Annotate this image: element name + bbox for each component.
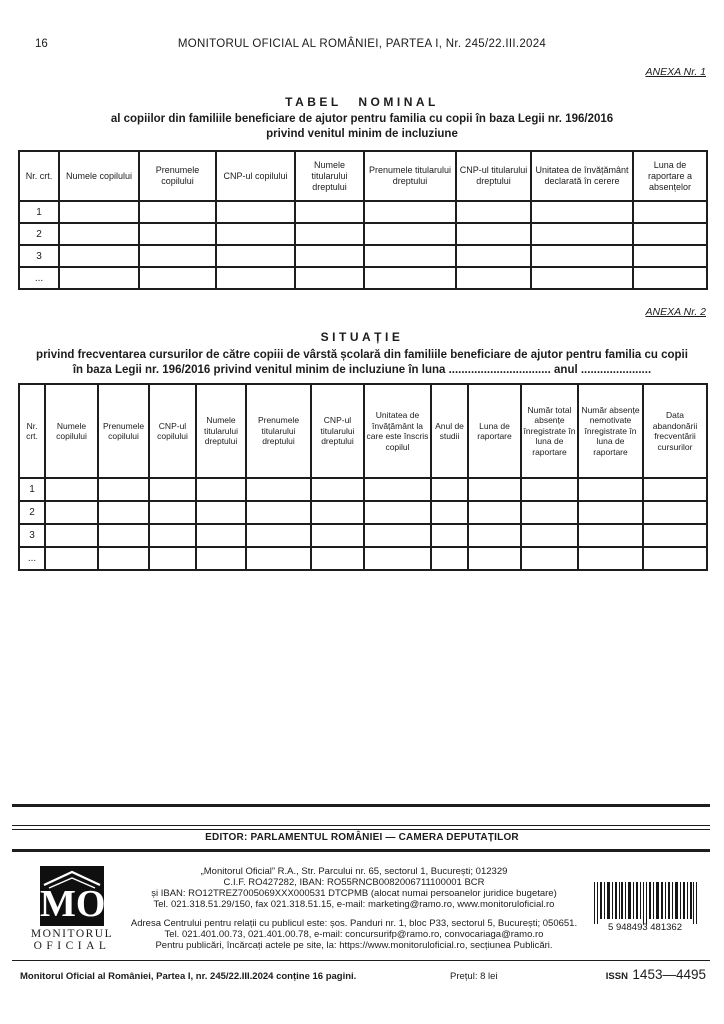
publisher-address <box>124 858 584 951</box>
table-row <box>19 501 707 524</box>
table-row <box>19 524 707 547</box>
empty-cell <box>578 478 643 501</box>
empty-cell <box>98 547 149 570</box>
column-header: Nr. crt. <box>19 384 45 478</box>
footer-rule-thick-bottom <box>12 849 710 852</box>
row-number-cell: 2 <box>19 501 45 524</box>
empty-cell <box>59 245 139 267</box>
empty-cell <box>149 478 196 501</box>
annex1-subtitle-line2: privind venitul minim de incluziune <box>266 128 458 140</box>
empty-cell <box>531 245 633 267</box>
column-header: CNP-ul titularului dreptului <box>311 384 364 478</box>
empty-cell <box>468 478 521 501</box>
empty-cell <box>216 223 295 245</box>
monitorul-oficial-logo <box>20 858 124 952</box>
empty-cell <box>149 524 196 547</box>
empty-cell <box>431 501 468 524</box>
empty-cell <box>633 267 707 289</box>
empty-cell <box>521 501 578 524</box>
column-header: CNP-ul copilului <box>216 151 295 201</box>
annex2-subtitle <box>6 348 718 378</box>
column-header: Prenumele titularului dreptului <box>364 151 456 201</box>
column-header: Prenumele copilului <box>98 384 149 478</box>
column-header: Numele copilului <box>59 151 139 201</box>
row-number-cell: 2 <box>19 223 59 245</box>
empty-cell <box>59 201 139 223</box>
empty-cell <box>45 501 98 524</box>
issn-label: ISSN <box>605 971 628 982</box>
column-header: Nr. crt. <box>19 151 59 201</box>
address-line: Adresa Centrului pentru relații cu publicul este: șos. Panduri nr. 1, bloc P33, sectorul 5, București; 050651. <box>130 918 578 929</box>
empty-cell <box>364 267 456 289</box>
empty-cell <box>246 547 311 570</box>
column-header: CNP-ul titularului dreptului <box>456 151 531 201</box>
header-row <box>19 384 707 478</box>
ean-barcode <box>584 858 706 937</box>
logo-square <box>40 866 104 926</box>
table-row <box>19 201 707 223</box>
empty-cell <box>364 223 456 245</box>
gazette-header-title: MONITORUL OFICIAL AL ROMÂNIEI, PARTEA I, Nr. 245/22.III.2024 <box>177 38 547 50</box>
situatie-table <box>18 383 708 571</box>
empty-cell <box>531 223 633 245</box>
column-header: Data abandonării frecventării cursurilor <box>643 384 707 478</box>
empty-cell <box>633 201 707 223</box>
empty-cell <box>431 547 468 570</box>
empty-cell <box>578 547 643 570</box>
empty-cell <box>59 223 139 245</box>
annex2-label: ANEXA Nr. 2 <box>645 306 706 318</box>
column-header: Unitatea de învățământ la care este înscris copilul <box>364 384 431 478</box>
empty-cell <box>578 524 643 547</box>
row-number-cell: ... <box>19 267 59 289</box>
empty-cell <box>149 501 196 524</box>
empty-cell <box>531 267 633 289</box>
footer-rule-thin <box>12 960 710 961</box>
empty-cell <box>98 524 149 547</box>
empty-cell <box>431 478 468 501</box>
column-header: Luna de raportare a absențelor <box>633 151 707 201</box>
empty-cell <box>578 501 643 524</box>
empty-cell <box>139 223 216 245</box>
empty-cell <box>468 547 521 570</box>
empty-cell <box>633 245 707 267</box>
empty-cell <box>643 501 707 524</box>
empty-cell <box>45 478 98 501</box>
editor-line: EDITOR: PARLAMENTUL ROMÂNIEI — CAMERA DEPUTAȚILOR <box>205 832 519 843</box>
empty-cell <box>456 201 531 223</box>
empty-cell <box>139 201 216 223</box>
empty-cell <box>364 201 456 223</box>
empty-cell <box>633 223 707 245</box>
empty-cell <box>246 524 311 547</box>
empty-cell <box>643 478 707 501</box>
tabel-nominal-table <box>18 150 708 290</box>
table-row <box>19 267 707 289</box>
ean-barcode-icon <box>591 880 699 932</box>
issn-value: 1453—4495 <box>632 967 706 982</box>
column-header: Număr absențe nemotivate înregistrate în luna de raportare <box>578 384 643 478</box>
empty-cell <box>364 478 431 501</box>
annex1-subtitle <box>6 112 718 142</box>
empty-cell <box>643 524 707 547</box>
empty-cell <box>364 524 431 547</box>
empty-cell <box>295 201 364 223</box>
empty-cell <box>295 223 364 245</box>
address-line: C.I.F. RO427282, IBAN: RO55RNCB0082006711100001 BCR <box>223 877 485 888</box>
empty-cell <box>196 478 246 501</box>
address-block-2 <box>124 918 584 951</box>
address-line: „Monitorul Oficial” R.A., Str. Parcului nr. 65, sectorul 1, București; 012329 <box>200 866 508 877</box>
table-row <box>19 245 707 267</box>
empty-cell <box>196 501 246 524</box>
row-number-cell: 1 <box>19 201 59 223</box>
empty-cell <box>139 267 216 289</box>
empty-cell <box>456 267 531 289</box>
empty-cell <box>468 524 521 547</box>
empty-cell <box>311 547 364 570</box>
column-header: Luna de raportare <box>468 384 521 478</box>
logo-mo-monogram: MO <box>40 883 106 925</box>
address-line: Tel. 021.318.51.29/150, fax 021.318.51.15, e-mail: marketing@ramo.ro, www.monitoruloficial.ro <box>153 899 555 910</box>
annex1-label: ANEXA Nr. 1 <box>645 66 706 78</box>
empty-cell <box>149 547 196 570</box>
column-header: Numele titularului dreptului <box>196 384 246 478</box>
issue-summary: Monitorul Oficial al României, Partea I, nr. 245/22.III.2024 conține 16 pagini. <box>20 971 357 982</box>
column-header: Unitatea de învățământ declarată în cerere <box>531 151 633 201</box>
empty-cell <box>98 478 149 501</box>
column-header: Numele copilului <box>45 384 98 478</box>
empty-cell <box>246 478 311 501</box>
annex2-title: SITUAȚIE <box>320 330 404 344</box>
running-head <box>0 38 724 54</box>
column-header: Număr total absențe înregistrate în luna de raportare <box>521 384 578 478</box>
footer-rule-double <box>12 825 710 830</box>
issn <box>570 966 706 984</box>
empty-cell <box>216 267 295 289</box>
column-header: Numele titularului dreptului <box>295 151 364 201</box>
row-number-cell: 3 <box>19 245 59 267</box>
column-header: Prenumele titularului dreptului <box>246 384 311 478</box>
column-header: CNP-ul copilului <box>149 384 196 478</box>
empty-cell <box>196 547 246 570</box>
table-row <box>19 478 707 501</box>
empty-cell <box>521 547 578 570</box>
empty-cell <box>531 201 633 223</box>
colophon-row <box>20 966 706 984</box>
price-label: Prețul: 8 lei <box>450 971 498 982</box>
empty-cell <box>196 524 246 547</box>
address-line: și IBAN: RO12TREZ7005069XXX000531 DTCPMB (alocat numai persoanelor juridice bugetare) <box>151 888 557 899</box>
column-header: Anul de studii <box>431 384 468 478</box>
empty-cell <box>521 524 578 547</box>
empty-cell <box>295 245 364 267</box>
empty-cell <box>246 501 311 524</box>
table-row <box>19 223 707 245</box>
empty-cell <box>364 501 431 524</box>
empty-cell <box>456 245 531 267</box>
empty-cell <box>216 201 295 223</box>
empty-cell <box>643 547 707 570</box>
empty-cell <box>45 547 98 570</box>
row-number-cell: ... <box>19 547 45 570</box>
row-number-cell: 1 <box>19 478 45 501</box>
empty-cell <box>468 501 521 524</box>
column-header: Prenumele copilului <box>139 151 216 201</box>
empty-cell <box>521 478 578 501</box>
empty-cell <box>45 524 98 547</box>
address-line: Pentru publicări, încărcați actele pe site, la: https://www.monitoruloficial.ro, secțiunea Publicări. <box>155 940 553 951</box>
empty-cell <box>295 267 364 289</box>
empty-cell <box>311 478 364 501</box>
logo-text-monitorul: MONITORUL <box>30 928 114 940</box>
logo-text-oficial: OFICIAL <box>33 940 111 952</box>
annex1-title: TABEL NOMINAL <box>285 95 439 109</box>
row-number-cell: 3 <box>19 524 45 547</box>
address-line: Tel. 021.401.00.73, 021.401.00.78, e-mail: concursurifp@ramo.ro, convocariaga@ramo.ro <box>164 929 544 940</box>
annex2-subtitle-line2: în baza Legii nr. 196/2016 privind venitul minim de incluziune în luna ................................ anul ...................... <box>72 364 652 376</box>
page-number: 16 <box>35 38 48 50</box>
empty-cell <box>59 267 139 289</box>
barcode-number: 5 948493 481362 <box>608 922 682 932</box>
empty-cell <box>311 501 364 524</box>
empty-cell <box>364 547 431 570</box>
address-block-1 <box>124 866 584 910</box>
footer-main <box>20 858 706 958</box>
header-row <box>19 151 707 201</box>
annex1-subtitle-line1: al copiilor din familiile beneficiare de ajutor pentru familia cu copii în baza Legii nr. 196/2016 <box>110 113 614 125</box>
empty-cell <box>98 501 149 524</box>
empty-cell <box>431 524 468 547</box>
table-row <box>19 547 707 570</box>
empty-cell <box>311 524 364 547</box>
footer-rule-thick-top <box>12 804 710 807</box>
empty-cell <box>364 245 456 267</box>
empty-cell <box>139 245 216 267</box>
annex2-subtitle-line1: privind frecventarea cursurilor de către copiii de vârstă școlară din familiile beneficiare de ajutor pentru familia cu copii <box>36 349 688 361</box>
empty-cell <box>456 223 531 245</box>
empty-cell <box>216 245 295 267</box>
